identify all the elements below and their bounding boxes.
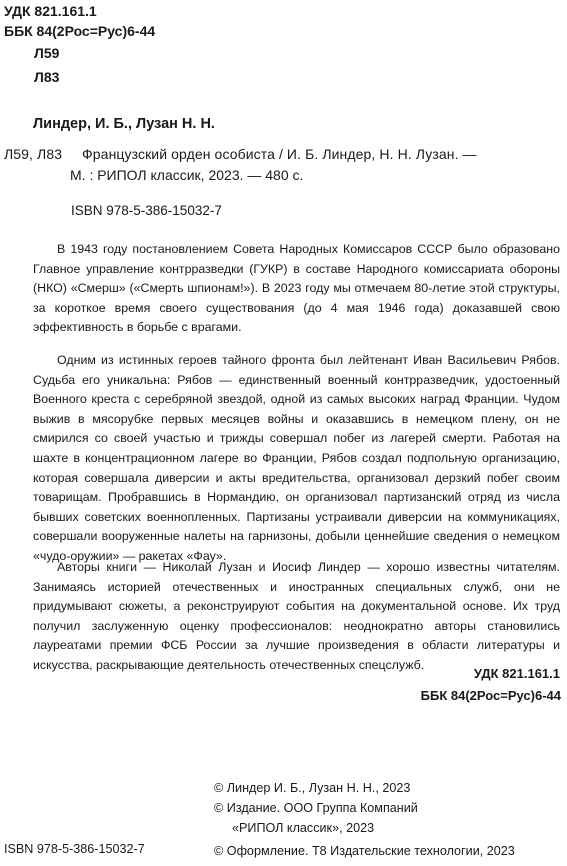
copyright-design: © Оформление. Т8 Издательские технологии, 2023 [214,844,515,858]
isbn-bottom: ISBN 978-5-386-15032-7 [4,842,145,856]
bbk-code: ББК 84(2Рос=Рус)6-44 [4,23,156,39]
bbk-code-bottom: ББК 84(2Рос=Рус)6-44 [420,688,561,703]
annotation-paragraph-2: Одним из истинных героев тайного фронта был лейтенант Иван Васильевич Рябов. Судьба его уникальна: Рябов — единственный военный контрразведчик, удостоенный Военного креста с серебряной звездой, одной из самых высоких наград Франции. Чудом выжив в мясорубке первых месяцев войны и оказавшись в немецком плену, он не смирился со своей участью и трижды совершал побег из лагерей смерти. Работая на шахте в концентрационном лагере во Франции, Рябов создал подпольную организацию, которая совершала диверсии и акты вредительства, организовал дерзкий побег своим товарищам. Пробравшись в Нормандию, он организовал партизанский отряд из числа бывших советских военнопленных. Партизаны устраивали диверсии на коммуникациях, совершали вооруженные налеты на гарнизоны, добыли ценнейшие сведения о немецком «чудо-оружии» — ракетах «Фау». [33,353,560,563]
bibliographic-title-line-2: М. : РИПОЛ классик, 2023. — 480 с. [70,167,304,183]
udk-code-bottom: УДК 821.161.1 [473,666,560,681]
copyright-publisher: «РИПОЛ классик», 2023 [232,821,375,835]
copyright-authors: © Линдер И. Б., Лузан Н. Н., 2023 [214,781,411,795]
isbn-top: ISBN 978-5-386-15032-7 [71,203,222,218]
copyright-edition: © Издание. ООО Группа Компаний [214,801,418,815]
udk-code: УДК 821.161.1 [4,3,97,19]
annotation-paragraph-3: Авторы книги — Николай Лузан и Иосиф Линдер — хорошо известны читателям. Занимаясь историей отечественных и иностранных специальных служб, они не придумывают сюжеты, а реконструируют события на документальной основе. Их труд получил заслуженную оценку профессионалов: неоднократно авторы становились лауреатами премии ФСБ России за лучшие произведения в области литературы и искусства, раскрывающие деятельность отечественных спецслужб. [33,560,560,672]
annotation-paragraph-1: В 1943 году постановлением Совета Народных Комиссаров СССР было образовано Главное управление контрразведки (ГУКР) в составе Народного комиссариата обороны (НКО) «Смерш» («Смерть шпионам!»). В 2023 году мы отмечаем 80-летие этой структуры, за короткое время своего существования (до 4 мая 1946 года) доказавшей свою эффективность в борьбе с врагами. [33,242,560,335]
author-code-2: Л83 [34,69,60,85]
bibliographic-title-line-1: Л59, Л83 Французский орден особиста / И. Б. Линдер, Н. Н. Лузан. — [4,146,477,162]
authors-heading: Линдер, И. Б., Лузан Н. Н. [33,116,215,132]
author-code-1: Л59 [34,45,60,61]
